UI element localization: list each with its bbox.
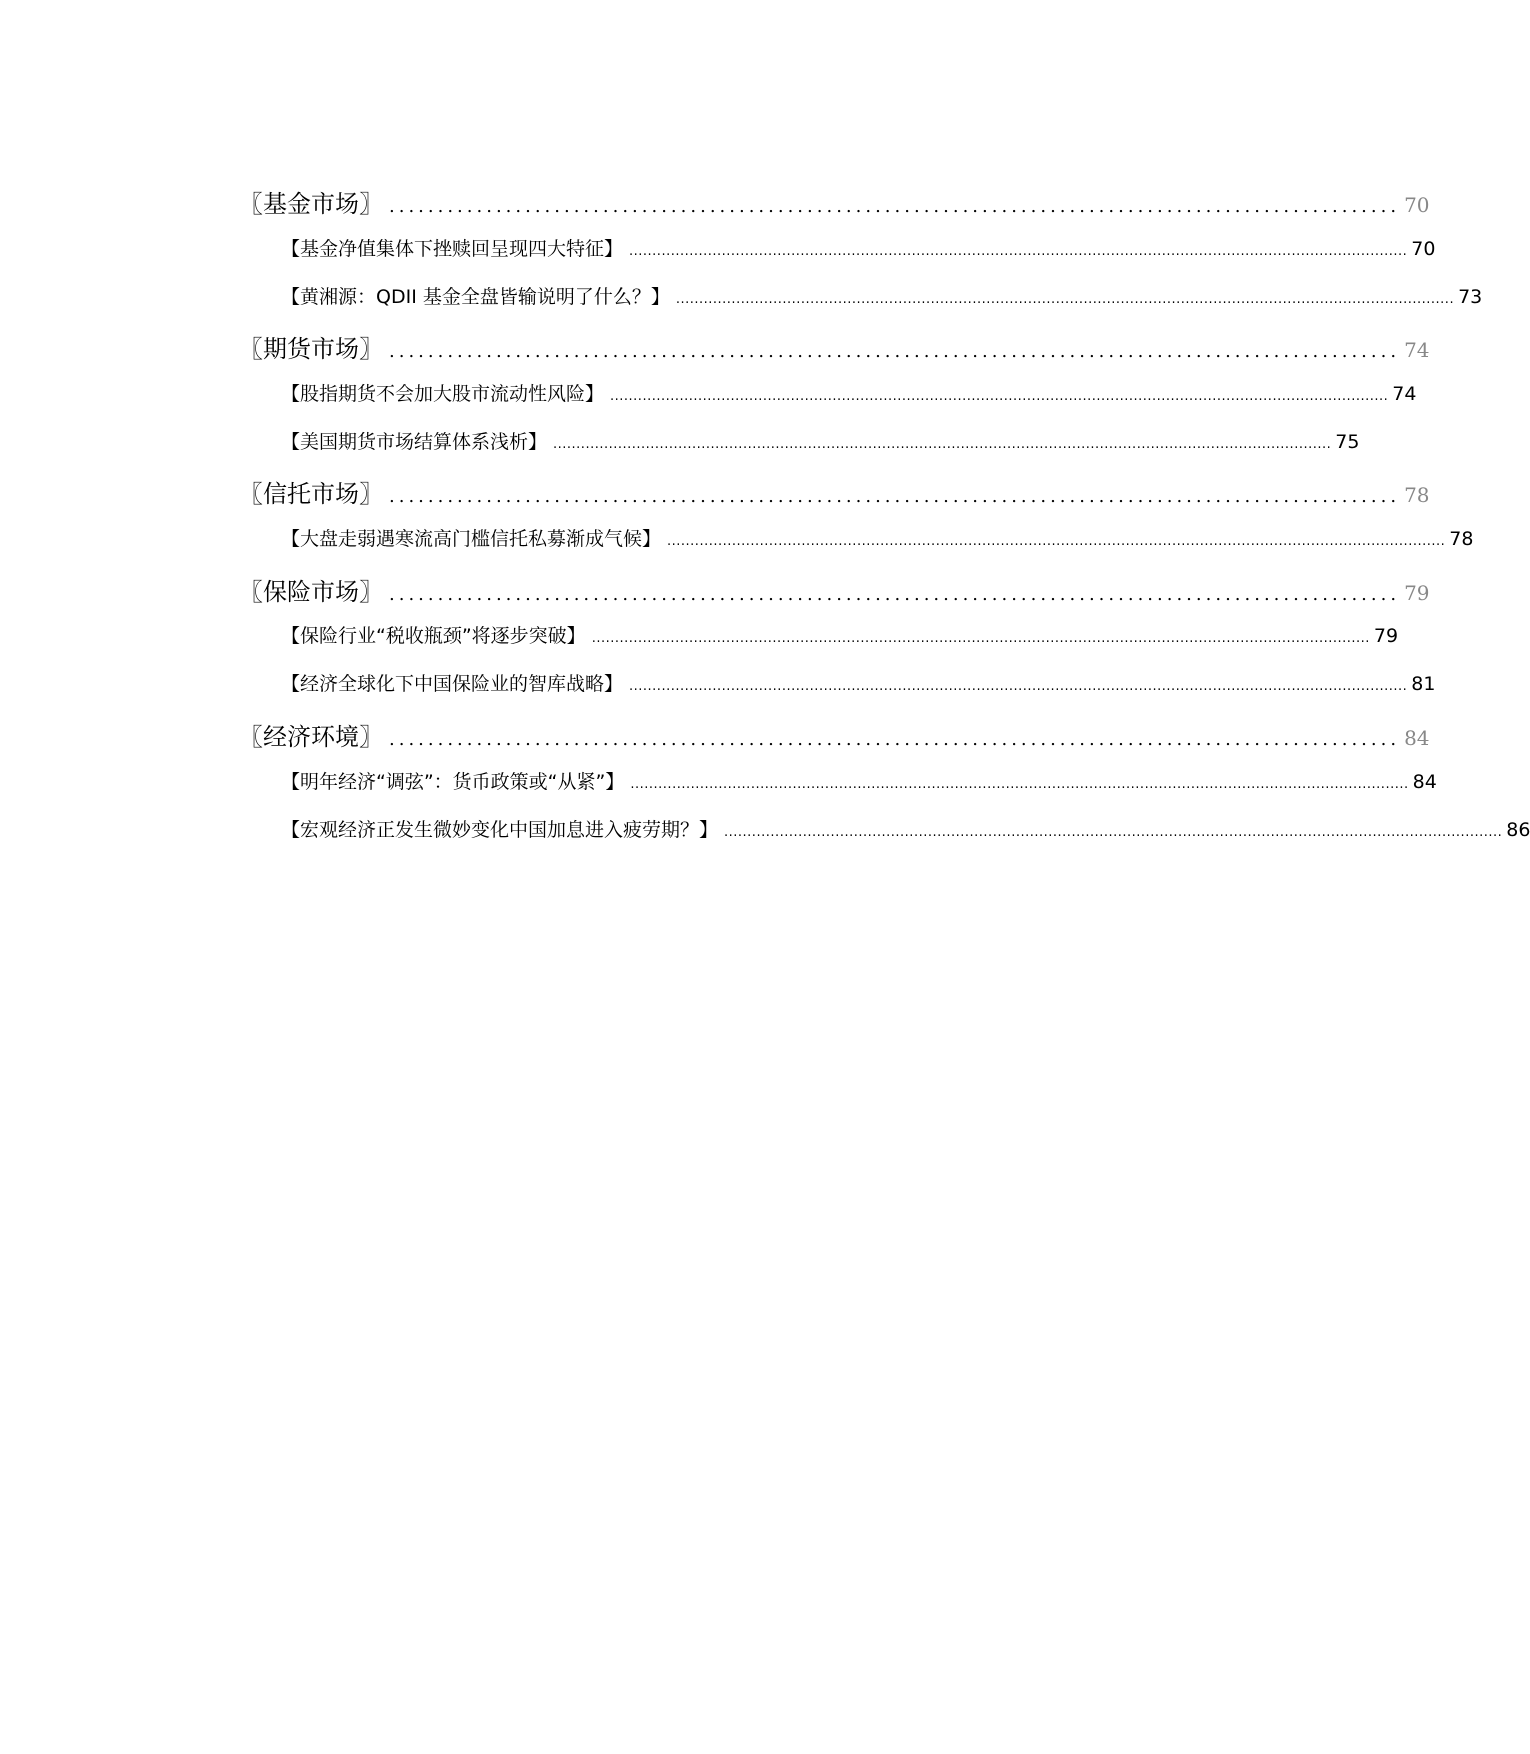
toc-article-title: 【大盘走弱遇寒流高门槛信托私募渐成气候】 [281,528,662,550]
dot-leader: ........................................................................................................ [389,341,1401,362]
toc-section-entry[interactable] [239,572,1430,606]
toc-article-entry[interactable] [239,669,1436,697]
dot-leader: ........................................................................................................................................................................ [675,292,1455,307]
toc-page-number: 74 [1392,383,1417,405]
toc-section-title: 〖信托市场〗 [239,480,383,508]
toc-page-number: 70 [1404,193,1430,217]
dot-leader: ........................................................................................................................................................................ [724,825,1503,840]
toc-section-title: 〖经济环境〗 [239,723,383,751]
toc-article-title: 【基金净值集体下挫赎回呈现四大特征】 [281,238,624,260]
toc-page-number: 75 [1335,431,1360,453]
toc-article-entry[interactable] [239,767,1437,795]
toc-article-entry[interactable] [239,379,1417,407]
toc-article-entry[interactable] [239,815,1530,843]
dot-leader: ........................................................................................................ [389,196,1401,217]
toc-article-title: 【明年经济“调弦”：货币政策或“从紧”】 [281,771,625,793]
toc-section-title: 〖基金市场〗 [239,190,383,218]
toc-page-number: 73 [1458,286,1483,308]
toc-page-number: 79 [1373,625,1399,647]
dot-leader: ........................................................................................................ [389,584,1401,605]
toc-section-title: 〖保险市场〗 [239,578,383,606]
dot-leader: ........................................................................................................................................................................ [629,244,1408,259]
dot-leader: ........................................................................................................................................................................ [630,777,1409,792]
toc-page-number: 84 [1404,726,1430,750]
toc-article-entry[interactable] [239,234,1436,262]
toc-article-entry[interactable] [239,282,1483,310]
dot-leader: ........................................................................................................................................................................ [553,437,1332,452]
dot-leader: ........................................................................................................ [389,729,1401,750]
toc-page-number: 74 [1404,338,1430,362]
toc-article-title: 【黄湘源：QDII 基金全盘皆输说明了什么？】 [281,286,670,308]
toc-page-number: 79 [1404,581,1430,605]
toc-article-title: 【经济全球化下中国保险业的智库战略】 [281,673,624,695]
toc-page-number: 78 [1449,528,1474,550]
toc-section-entry[interactable] [239,474,1430,508]
toc-page-number: 81 [1411,673,1436,695]
toc-article-entry[interactable] [239,427,1360,455]
dot-leader: ........................................................................................................................................................................ [591,631,1370,646]
toc-section-entry[interactable] [239,184,1430,218]
dot-leader: ........................................................................................................ [389,486,1401,507]
toc-page-number: 70 [1411,238,1436,260]
toc-section-title: 〖期货市场〗 [239,335,383,363]
toc-section-entry[interactable] [239,717,1430,751]
toc-page-number: 84 [1412,771,1437,793]
toc-article-entry[interactable] [239,621,1399,649]
toc-page-number: 86 [1506,819,1530,841]
toc-article-title: 【股指期货不会加大股市流动性风险】 [281,383,605,405]
toc-article-title: 【保险行业“税收瓶颈”将逐步突破】 [281,625,586,647]
toc-page-number: 78 [1404,483,1430,507]
toc-article-entry[interactable] [239,524,1474,552]
dot-leader: ........................................................................................................................................................................ [610,389,1389,404]
toc-article-title: 【宏观经济正发生微妙变化中国加息进入疲劳期？】 [281,819,719,841]
toc-article-title: 【美国期货市场结算体系浅析】 [281,431,548,453]
toc-section-entry[interactable] [239,329,1430,363]
dot-leader: ........................................................................................................................................................................ [629,679,1408,694]
dot-leader: ........................................................................................................................................................................ [667,534,1446,549]
